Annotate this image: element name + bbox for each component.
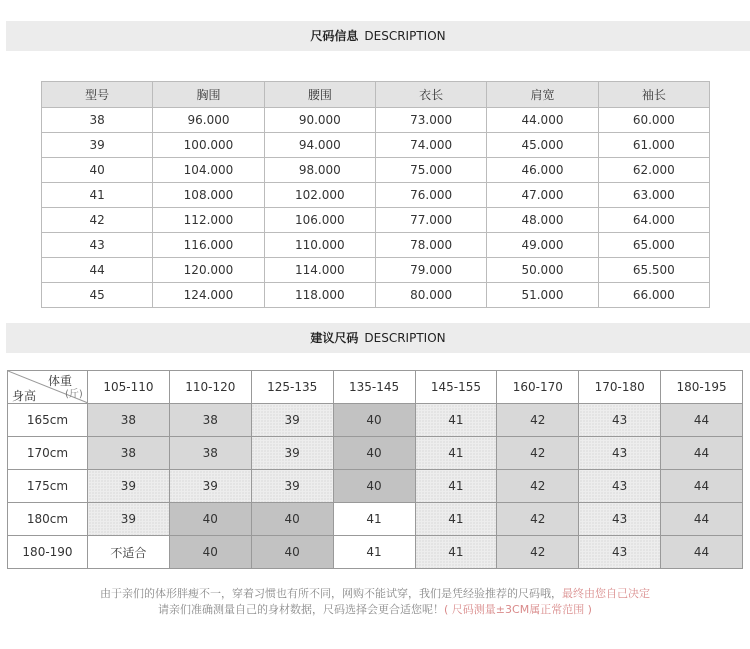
table-cell: 49.000: [487, 233, 598, 258]
recommended-size-cell: 41: [333, 536, 415, 569]
table-cell: 63.000: [598, 183, 709, 208]
column-header: 腰围: [264, 82, 375, 108]
table-cell: 65.000: [598, 233, 709, 258]
recommended-size-cell: 39: [251, 470, 333, 503]
weight-range-header: 110-120: [169, 371, 251, 404]
recommended-size-cell: 42: [497, 536, 579, 569]
table-cell: 79.000: [375, 258, 486, 283]
recommended-size-cell: 42: [497, 437, 579, 470]
table-cell: 76.000: [375, 183, 486, 208]
table-cell: 43: [42, 233, 153, 258]
note-line-2-text: 请亲们准确测量自己的身材数据，尺码选择会更合适您呢！: [158, 603, 445, 616]
recommended-size-cell: 44: [661, 404, 743, 437]
recommended-size-cell: 39: [251, 404, 333, 437]
table-cell: 41: [42, 183, 153, 208]
recommended-size-cell: 39: [169, 470, 251, 503]
table-cell: 39: [42, 133, 153, 158]
table-cell: 108.000: [153, 183, 264, 208]
corner-weight-label: 体重: [48, 374, 73, 388]
table-cell: 42: [42, 208, 153, 233]
table-row: [42, 233, 710, 258]
table-cell: 112.000: [153, 208, 264, 233]
table-cell: 110.000: [264, 233, 375, 258]
table-row: [42, 133, 710, 158]
recommended-size-cell: 41: [415, 536, 497, 569]
table-cell: 96.000: [153, 108, 264, 133]
note-line-2-highlight: ( 尺码测量±3CM属正常范围 ): [444, 603, 592, 616]
table-cell: 94.000: [264, 133, 375, 158]
recommended-size-cell: 40: [333, 470, 415, 503]
table-row: [42, 283, 710, 308]
weight-range-header: 135-145: [333, 371, 415, 404]
table-row: [8, 437, 743, 470]
table-row: [8, 503, 743, 536]
table-cell: 90.000: [264, 108, 375, 133]
recommended-size-cell: 40: [333, 404, 415, 437]
table-row: [42, 183, 710, 208]
table-cell: 120.000: [153, 258, 264, 283]
table-row: [8, 536, 743, 569]
table-row: [42, 208, 710, 233]
corner-height-label: 身高: [12, 389, 37, 403]
table-cell: 77.000: [375, 208, 486, 233]
table-cell: 45.000: [487, 133, 598, 158]
column-header: 型号: [42, 82, 153, 108]
height-label: 170cm: [8, 437, 88, 470]
weight-range-header: 145-155: [415, 371, 497, 404]
table-cell: 98.000: [264, 158, 375, 183]
weight-range-header: 180-195: [661, 371, 743, 404]
weight-range-header: 160-170: [497, 371, 579, 404]
recommended-size-cell: 39: [251, 437, 333, 470]
height-label: 180-190: [8, 536, 88, 569]
table-cell: 65.500: [598, 258, 709, 283]
note-line-1: [0, 585, 750, 601]
size-info-table: [41, 81, 710, 308]
recommended-size-cell: 44: [661, 437, 743, 470]
table-cell: 45: [42, 283, 153, 308]
table-cell: 116.000: [153, 233, 264, 258]
table-cell: 80.000: [375, 283, 486, 308]
table-cell: 47.000: [487, 183, 598, 208]
table-cell: 61.000: [598, 133, 709, 158]
table-row: [42, 108, 710, 133]
table-cell: 106.000: [264, 208, 375, 233]
section-title-cn: 建议尺码: [310, 331, 359, 345]
recommended-size-cell: 41: [415, 470, 497, 503]
column-header: 肩宽: [487, 82, 598, 108]
recommended-size-cell: 38: [88, 404, 170, 437]
table-row: [42, 258, 710, 283]
corner-unit-label: (斤): [65, 389, 83, 400]
recommendation-header-row: [8, 371, 743, 404]
recommended-size-cell: 43: [579, 404, 661, 437]
table-cell: 40: [42, 158, 153, 183]
recommended-size-cell: 41: [333, 503, 415, 536]
section-title-en: DESCRIPTION: [364, 29, 446, 43]
table-cell: 78.000: [375, 233, 486, 258]
note-line-2: [0, 601, 750, 617]
recommended-size-cell: 42: [497, 470, 579, 503]
recommended-size-cell: 43: [579, 503, 661, 536]
table-cell: 118.000: [264, 283, 375, 308]
section-title-en: DESCRIPTION: [364, 331, 446, 345]
table-cell: 102.000: [264, 183, 375, 208]
column-header: 袖长: [598, 82, 709, 108]
recommended-size-cell: 42: [497, 503, 579, 536]
recommended-size-cell: 41: [415, 404, 497, 437]
recommended-size-cell: 38: [169, 404, 251, 437]
recommended-size-cell: 40: [169, 536, 251, 569]
table-cell: 62.000: [598, 158, 709, 183]
table-cell: 124.000: [153, 283, 264, 308]
height-label: 180cm: [8, 503, 88, 536]
table-cell: 74.000: [375, 133, 486, 158]
recommended-size-cell: 42: [497, 404, 579, 437]
table-cell: 48.000: [487, 208, 598, 233]
table-cell: 114.000: [264, 258, 375, 283]
table-cell: 51.000: [487, 283, 598, 308]
table-cell: 64.000: [598, 208, 709, 233]
section-header-size-suggestion: [6, 323, 750, 353]
note-line-1-highlight: 最终由您自己决定: [562, 587, 650, 600]
table-row: [8, 470, 743, 503]
weight-range-header: 170-180: [579, 371, 661, 404]
recommended-size-cell: 40: [251, 503, 333, 536]
height-label: 165cm: [8, 404, 88, 437]
table-cell: 73.000: [375, 108, 486, 133]
table-row: [42, 158, 710, 183]
recommended-size-cell: 40: [333, 437, 415, 470]
table-cell: 44: [42, 258, 153, 283]
recommended-size-cell: 41: [415, 437, 497, 470]
recommended-size-cell: 43: [579, 437, 661, 470]
section-header-size-info: [6, 21, 750, 51]
recommended-size-cell: 不适合: [88, 536, 170, 569]
table-cell: 50.000: [487, 258, 598, 283]
table-cell: 100.000: [153, 133, 264, 158]
recommended-size-cell: 44: [661, 470, 743, 503]
recommended-size-cell: 38: [88, 437, 170, 470]
recommended-size-cell: 43: [579, 536, 661, 569]
recommended-size-cell: 39: [88, 503, 170, 536]
recommended-size-cell: 39: [88, 470, 170, 503]
recommended-size-cell: 40: [169, 503, 251, 536]
column-header: 胸围: [153, 82, 264, 108]
recommended-size-cell: 40: [251, 536, 333, 569]
table-cell: 104.000: [153, 158, 264, 183]
height-label: 175cm: [8, 470, 88, 503]
table-cell: 75.000: [375, 158, 486, 183]
recommended-size-cell: 43: [579, 470, 661, 503]
table-cell: 60.000: [598, 108, 709, 133]
weight-range-header: 105-110: [88, 371, 170, 404]
table-cell: 46.000: [487, 158, 598, 183]
recommended-size-cell: 44: [661, 503, 743, 536]
size-recommendation-table: [7, 370, 743, 569]
section-title-cn: 尺码信息: [310, 29, 359, 43]
table-row: [8, 404, 743, 437]
recommended-size-cell: 44: [661, 536, 743, 569]
table-cell: 66.000: [598, 283, 709, 308]
weight-range-header: 125-135: [251, 371, 333, 404]
recommended-size-cell: 41: [415, 503, 497, 536]
table-corner-cell: [8, 371, 88, 404]
note-line-1-text: 由于亲们的体形胖瘦不一，穿着习惯也有所不同，网购不能试穿，我们是凭经验推荐的尺码哦，: [100, 587, 562, 600]
column-header: 衣长: [375, 82, 486, 108]
size-table-header-row: [42, 82, 710, 108]
table-cell: 38: [42, 108, 153, 133]
table-cell: 44.000: [487, 108, 598, 133]
recommended-size-cell: 38: [169, 437, 251, 470]
